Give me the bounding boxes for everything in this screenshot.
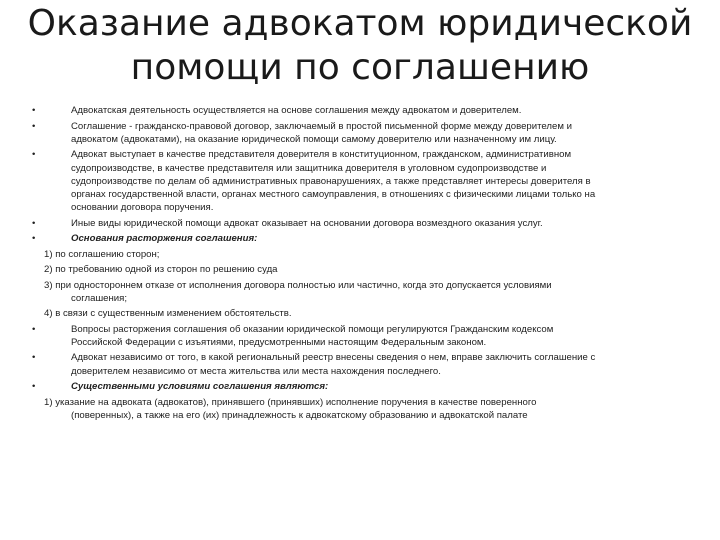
bullet-marker: • [32,323,36,335]
bullet-item [32,120,700,146]
numbered-text: 4) в связи с существенным изменением обстоятельств. [44,308,292,320]
bullet-marker: • [32,233,36,245]
bullet-text: Адвокатская деятельность осуществляется на основе соглашения между адвокатом и доверителем. [71,105,522,116]
bullet-item [32,351,700,377]
numbered-text: 1) указание на адвоката (адвокатов), принявшего (принявших) исполнение поручения в качестве поверенного [44,396,537,408]
bullet-item [32,323,700,349]
bullet-item [32,148,700,214]
section-heading: Основания расторжения соглашения: [71,233,258,245]
bullet-text-line: Соглашение - гражданско-правовой договор, заключаемый в простой письменной форме между доверителем и [71,120,572,132]
numbered-item [44,396,700,422]
bullet-item [32,380,700,393]
bullet-text-line: органах государственной власти, органах местного самоуправления, в отношениях с физическими лицами только на [71,189,596,200]
bullet-text-line: Вопросы расторжения соглашения об оказании юридической помощи регулируются Гражданским кодексом [71,323,554,335]
numbered-item [44,279,700,305]
bullet-text-line: Адвокат выступает в качестве представителя доверителя в конституционном, гражданском, административном [71,149,572,161]
bullet-marker: • [32,105,36,116]
bullet-text-line: судопроизводстве, в качестве представителя или защитника доверителя в уголовном судопроизводстве и [71,162,547,174]
slide-body [32,104,700,424]
bullet-text-line: основании договора поручения. [71,202,214,214]
bullet-item [32,232,700,245]
bullet-marker: • [32,381,36,393]
numbered-text-continuation: соглашения; [71,292,128,304]
bullet-text: Иные виды юридической помощи адвокат оказывает на основании договора возмездного оказания услуг. [71,217,543,229]
bullet-marker: • [32,120,36,132]
bullet-text-line: Российской Федерации с изъятиями, предусмотренными настоящим Федеральным законом. [71,336,487,348]
bullet-marker: • [32,352,36,364]
numbered-text: 3) при одностороннем отказе от исполнения договора полностью или частично, когда это допускается условиями [44,279,552,291]
numbered-text: 1) по соглашению сторон; [44,248,160,260]
numbered-item [44,307,700,320]
bullet-text-line: Адвокат независимо от того, в какой региональный реестр внесены сведения о нем, вправе заключить соглашение с [71,352,596,364]
title-line-1: Оказание адвокатом юридической [27,3,693,44]
numbered-text-continuation: (поверенных), а также на его (их) принадлежность к адвокатскому образованию и адвокатской палате [71,409,528,421]
bullet-text-line: судопроизводстве по делам об административных правонарушениях, а также представляет интересы доверителя в [71,175,591,187]
bullet-marker: • [32,149,36,161]
bullet-item [32,104,700,117]
bullet-item [32,217,700,230]
bullet-text-line: адвокатом (адвокатами), на оказание юридической помощи самому доверителю или назначенному им лицу. [71,133,557,145]
title-line-2: помощи по соглашению [130,47,590,88]
section-heading: Существенными условиями соглашения являются: [71,381,329,393]
slide-title [0,2,720,90]
numbered-item [44,248,700,261]
numbered-text: 2) по требованию одной из сторон по решению суда [44,264,278,276]
numbered-item [44,263,700,276]
bullet-marker: • [32,217,36,229]
bullet-text-line: доверителем независимо от места жительства или места нахождения последнего. [71,365,441,377]
